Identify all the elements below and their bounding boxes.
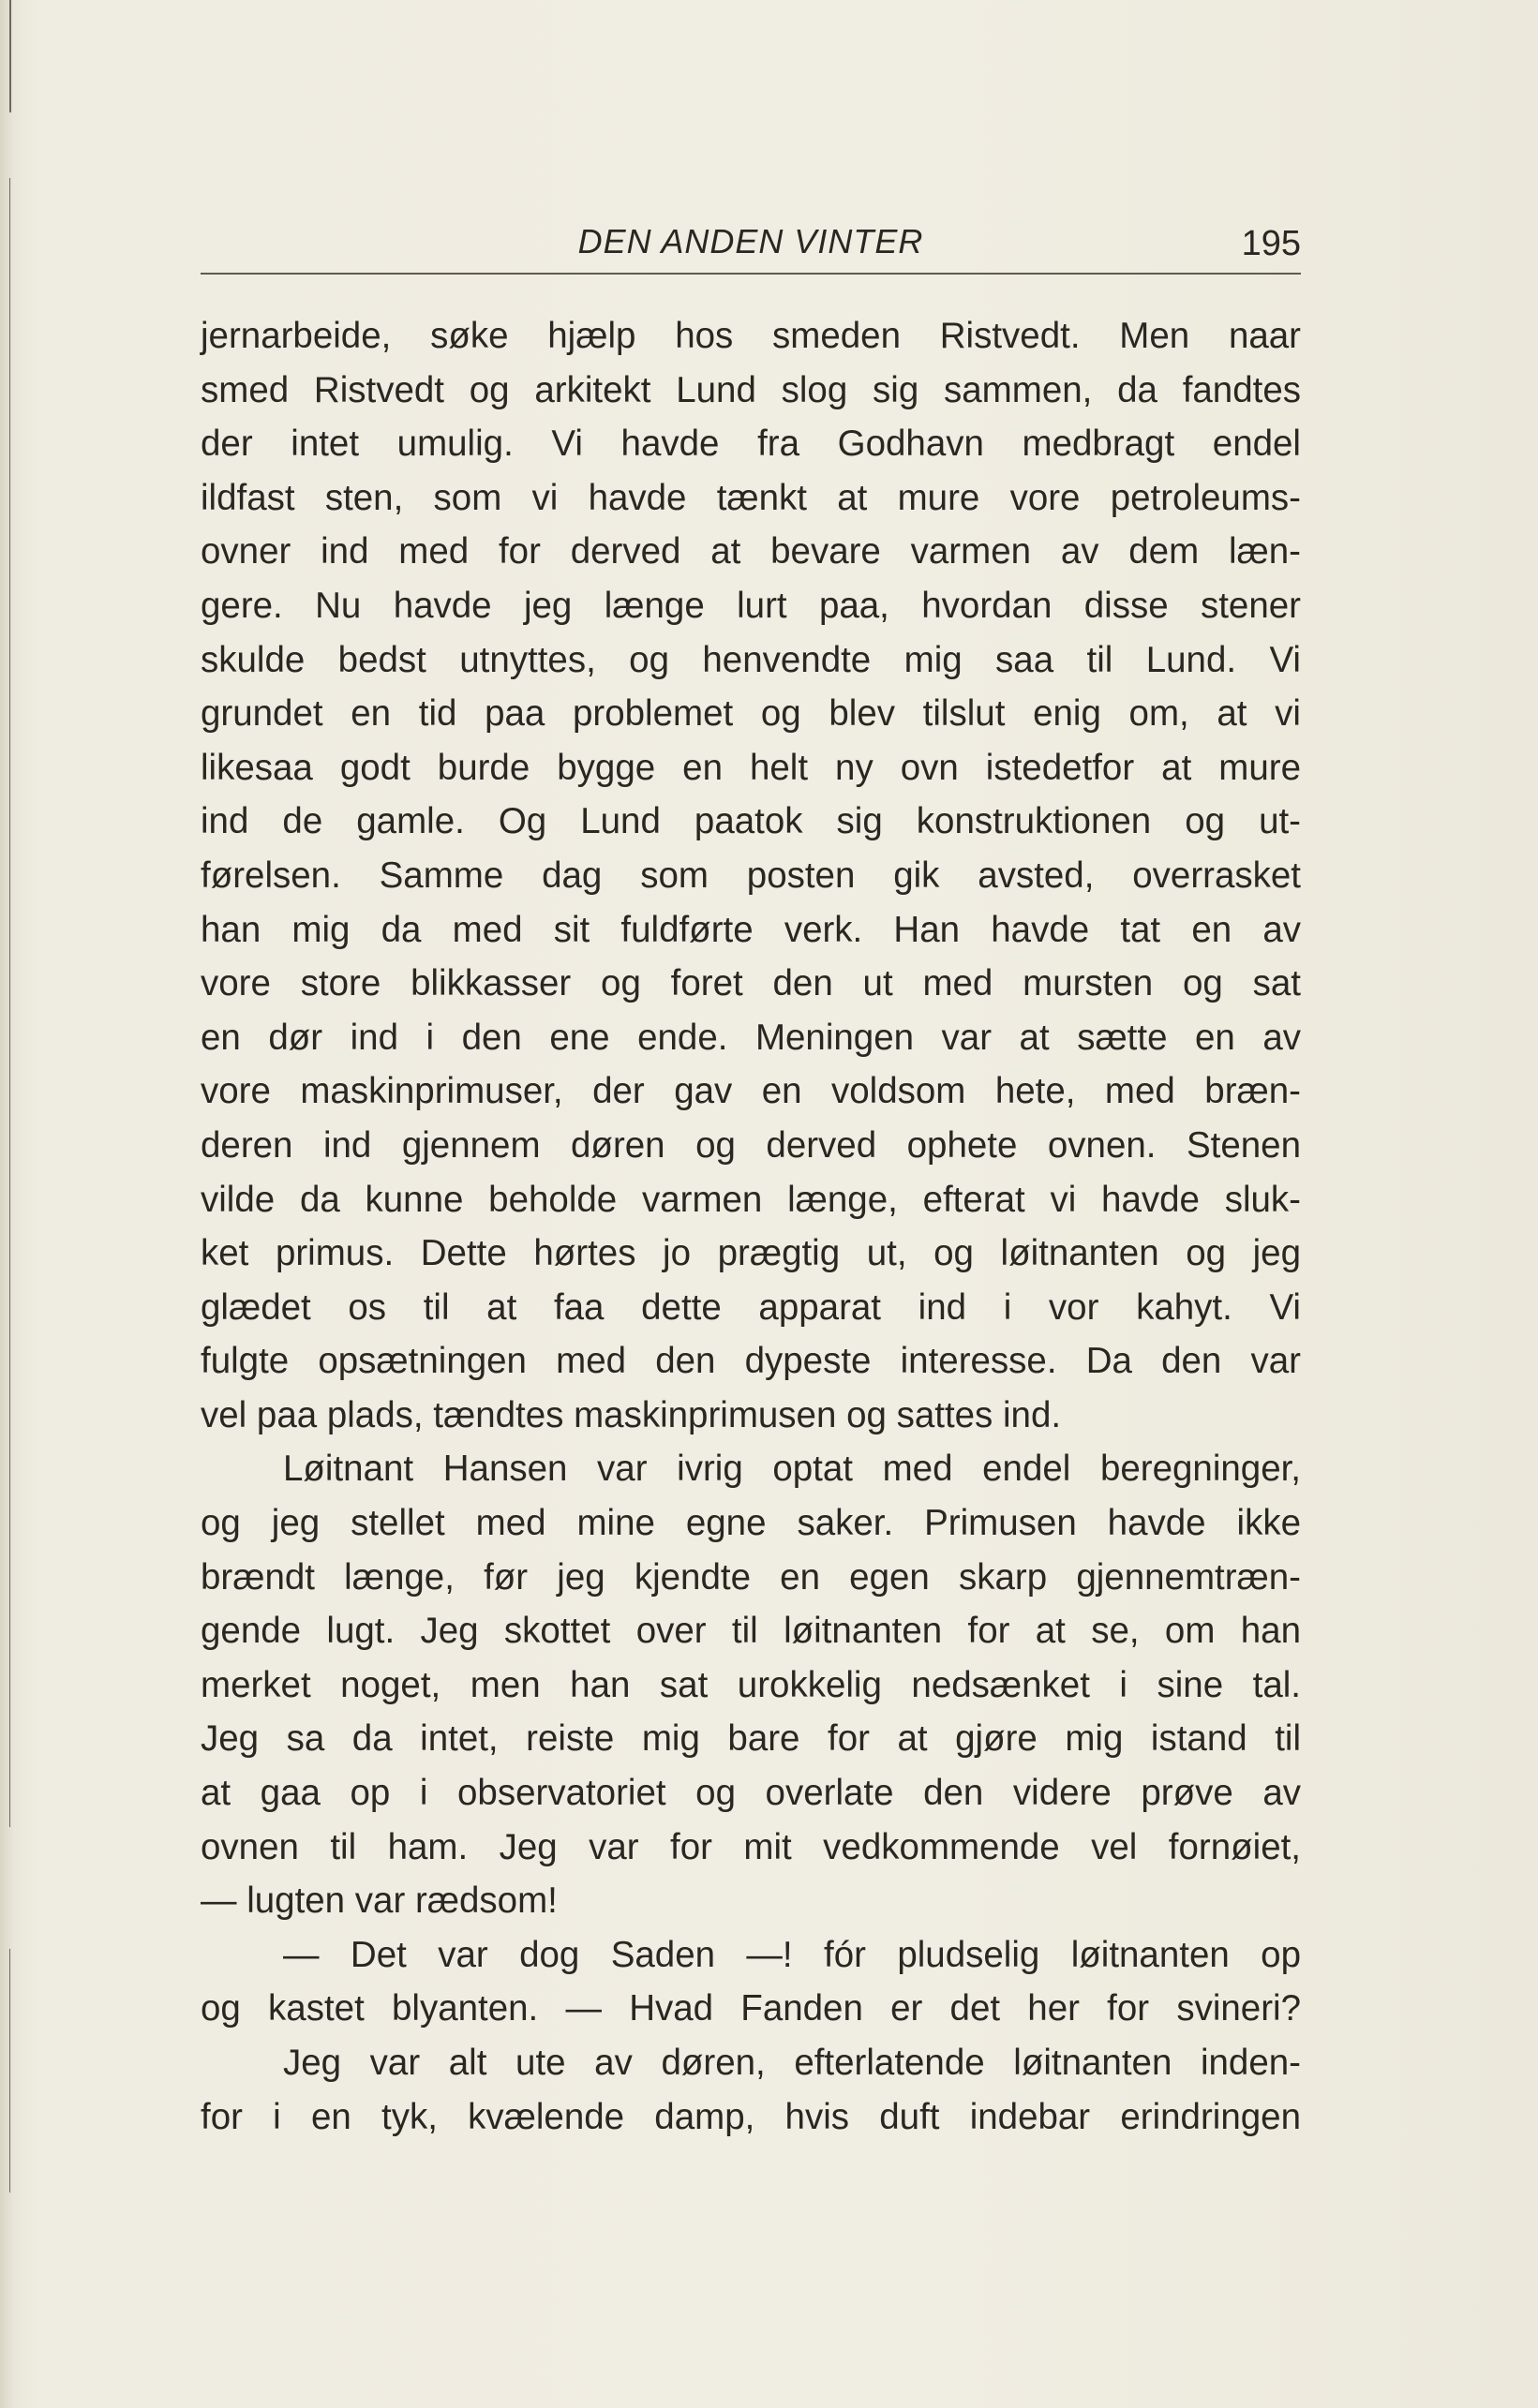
text-line: en dør ind i den ene ende. Meningen var at sætte en av [201, 1017, 1301, 1058]
binding-shadow-line [9, 1949, 10, 2192]
text-line: grundet en tid paa problemet og blev tilslut enig om, at vi [201, 693, 1301, 735]
text-line: vilde da kunne beholde varmen længe, efterat vi havde sluk- [201, 1179, 1301, 1220]
binding-shadow-line [9, 0, 11, 112]
page-binding-edge [0, 0, 13, 2408]
text-line: brændt længe, før jeg kjendte en egen skarp gjennemtræn- [201, 1556, 1301, 1598]
binding-shadow-line [9, 178, 10, 1827]
text-line: vore maskinprimuser, der gav en voldsom hete, med bræn- [201, 1071, 1301, 1112]
text-line: — lugten var rædsom! [201, 1880, 558, 1922]
running-title: DEN ANDEN VINTER [577, 222, 924, 260]
text-line: ovnen til ham. Jeg var for mit vedkommende vel fornøiet, [201, 1826, 1301, 1867]
text-line: og jeg stellet med mine egne saker. Primusen havde ikke [201, 1503, 1301, 1544]
text-line: førelsen. Samme dag som posten gik avsted, overrasket [201, 855, 1301, 896]
text-line: Løitnant Hansen var ivrig optat med endel beregninger, [283, 1449, 1301, 1490]
text-line: skulde bedst utnyttes, og henvendte mig saa til Lund. Vi [201, 639, 1301, 680]
text-line: jernarbeide, søke hjælp hos smeden Ristvedt. Men naar [201, 316, 1301, 356]
text-line: og kastet blyanten. — Hvad Fanden er det her for svineri? [201, 1988, 1301, 2029]
text-line: han mig da med sit fuldførte verk. Han havde tat en av [201, 909, 1301, 950]
text-line: smed Ristvedt og arkitekt Lund slog sig sammen, da fandtes [201, 369, 1301, 410]
body-text [201, 309, 1301, 2144]
text-line: for i en tyk, kvælende damp, hvis duft indebar erindringen [201, 2096, 1301, 2137]
text-line: — Det var dog Saden —! fór pludselig løitnanten op [283, 1934, 1301, 1975]
text-line: ovner ind med for derved at bevare varmen av dem læn- [201, 531, 1301, 572]
text-line: fulgte opsætningen med den dypeste interesse. Da den var [201, 1341, 1301, 1382]
text-line: gende lugt. Jeg skottet over til løitnanten for at se, om han [201, 1611, 1301, 1652]
text-line: deren ind gjennem døren og derved ophete ovnen. Stenen [201, 1124, 1301, 1166]
text-line: ind de gamle. Og Lund paatok sig konstruktionen og ut- [201, 801, 1301, 842]
text-line: ket primus. Dette hørtes jo prægtig ut, og løitnanten og jeg [201, 1233, 1301, 1274]
text-line: vore store blikkasser og foret den ut med mursten og sat [201, 963, 1301, 1004]
text-line: merket noget, men han sat urokkelig nedsænket i sine tal. [201, 1664, 1301, 1705]
text-line: gere. Nu havde jeg længe lurt paa, hvordan disse stener [201, 585, 1301, 626]
text-line: vel paa plads, tændtes maskinprimusen og sattes ind. [201, 1394, 1062, 1435]
text-line: glædet os til at faa dette apparat ind i vor kahyt. Vi [201, 1286, 1301, 1328]
text-line: ildfast sten, som vi havde tænkt at mure vore petroleums- [201, 477, 1301, 518]
text-line: Jeg var alt ute av døren, efterlatende løitnanten inden- [283, 2043, 1301, 2083]
page-number: 195 [1241, 224, 1301, 263]
text-line: Jeg sa da intet, reiste mig bare for at gjøre mig istand til [201, 1718, 1301, 1760]
text-line: der intet umulig. Vi havde fra Godhavn medbragt endel [201, 424, 1301, 465]
header-rule [201, 273, 1301, 275]
text-line: likesaa godt burde bygge en helt ny ovn istedetfor at mure [201, 747, 1301, 788]
page-header [201, 221, 1301, 272]
text-line: at gaa op i observatoriet og overlate den videre prøve av [201, 1773, 1301, 1814]
